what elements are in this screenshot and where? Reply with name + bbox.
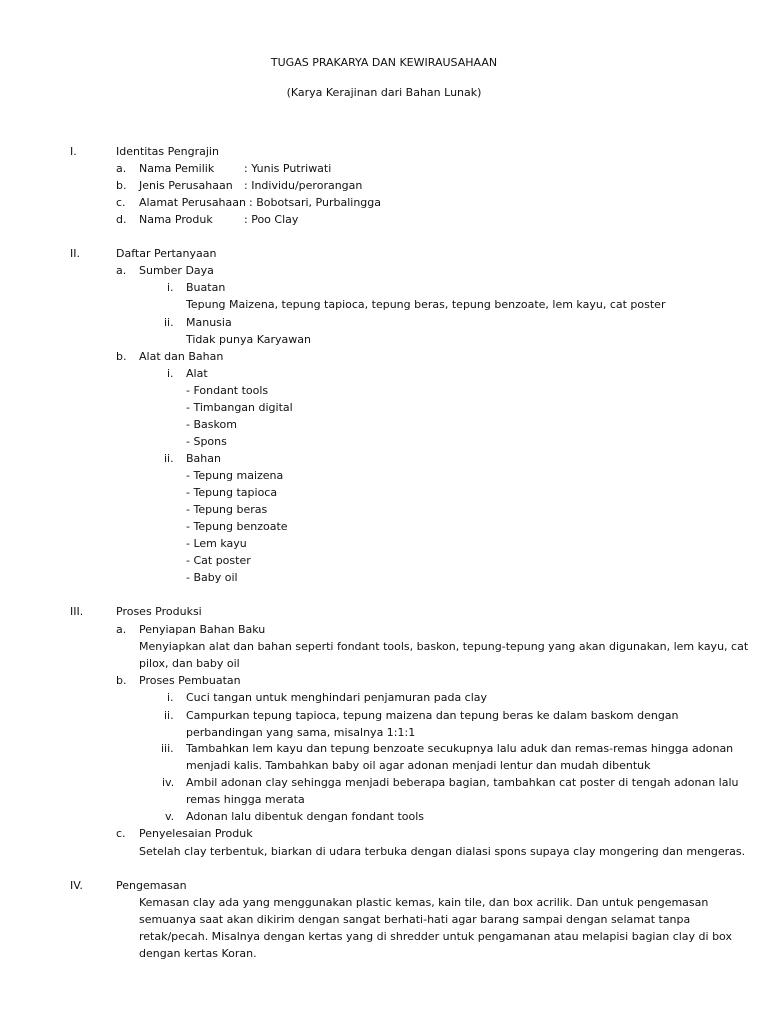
subheading: Manusia: [186, 316, 232, 329]
list-item: - Tepung beras: [186, 503, 268, 516]
item-marker: a.: [116, 162, 127, 175]
section-number: IV.: [70, 879, 83, 892]
subheading: Penyelesaian Produk: [139, 827, 253, 840]
step-marker: iv.: [162, 776, 175, 789]
item-marker: ii.: [164, 316, 174, 329]
identity-row: [139, 197, 381, 208]
section-heading: Pengemasan: [116, 879, 187, 892]
step-text: Tambahkan lem kayu dan tepung benzoate secukupnya lalu aduk dan remas-remas hingga adonan: [186, 742, 734, 755]
item-marker: c.: [116, 196, 126, 209]
identity-key: Nama Pemilik: [139, 162, 215, 175]
item-marker: d.: [116, 213, 127, 226]
identity-value: : Bobotsari, Purbalingga: [249, 196, 381, 209]
step-text: remas hingga merata: [186, 793, 305, 806]
identity-value: : Poo Clay: [244, 213, 299, 226]
identity-value: : Yunis Putriwati: [244, 162, 332, 175]
section-heading: Identitas Pengrajin: [116, 145, 219, 158]
item-marker: i.: [167, 367, 174, 380]
step-text: perbandingan yang sama, misalnya 1:1:1: [186, 726, 416, 739]
subheading: Sumber Daya: [139, 264, 214, 277]
body-text: Tidak punya Karyawan: [186, 333, 311, 346]
body-text: dengan kertas Koran.: [139, 947, 257, 960]
item-marker: b.: [116, 674, 127, 687]
body-text: semuanya saat akan dikirim dengan sangat berhati-hati agar barang sampai dengan selamat tanpa: [139, 913, 691, 926]
item-marker: i.: [167, 281, 174, 294]
item-marker: ii.: [164, 452, 174, 465]
step-text: Adonan lalu dibentuk dengan fondant tools: [186, 810, 425, 823]
step-text: menjadi kalis. Tambahkan baby oil agar adonan menjadi lentur dan mudah dibentuk: [186, 759, 651, 772]
subheading: Bahan: [186, 452, 221, 465]
identity-row: [139, 180, 362, 191]
identity-value: : Individu/perorangan: [244, 179, 363, 192]
subheading: Alat dan Bahan: [139, 350, 224, 363]
body-text: Setelah clay terbentuk, biarkan di udara terbuka dengan dialasi spons supaya clay mongering dan mengeras.: [139, 845, 746, 858]
step-marker: iii.: [161, 742, 174, 755]
body-text: Menyiapkan alat dan bahan seperti fondant tools, baskon, tepung-tepung yang akan digunakan, lem kayu, cat: [139, 640, 749, 653]
subheading: Penyiapan Bahan Baku: [139, 623, 266, 636]
list-item: - Tepung benzoate: [186, 520, 288, 533]
list-item: - Tepung maizena: [186, 469, 284, 482]
section-number: I.: [70, 145, 77, 158]
item-marker: b.: [116, 179, 127, 192]
identity-key: Alamat Perusahaan: [139, 196, 246, 209]
section-heading: Daftar Pertanyaan: [116, 247, 217, 260]
section-number: II.: [70, 247, 80, 260]
step-text: Cuci tangan untuk menghindari penjamuran pada clay: [186, 691, 488, 704]
list-item: - Baskom: [186, 418, 237, 431]
item-marker: b.: [116, 350, 127, 363]
list-item: - Tepung tapioca: [186, 486, 278, 499]
list-item: - Spons: [186, 435, 227, 448]
step-marker: i.: [167, 691, 174, 704]
list-item: - Fondant tools: [186, 384, 269, 397]
item-marker: c.: [116, 827, 126, 840]
identity-key: Jenis Perusahaan: [139, 179, 233, 192]
body-text: Tepung Maizena, tepung tapioca, tepung beras, tepung benzoate, lem kayu, cat poster: [186, 298, 666, 311]
body-text: retak/pecah. Misalnya dengan kertas yang di shredder untuk pengamanan atau melapisi bagian clay di box: [139, 930, 732, 943]
step-text: Campurkan tepung tapioca, tepung maizena dan tepung beras ke dalam baskom dengan: [186, 709, 679, 722]
step-marker: v.: [165, 810, 175, 823]
body-text: Kemasan clay ada yang menggunakan plastic kemas, kain tile, dan box acrilik. Dan untuk pengemasan: [139, 896, 709, 909]
identity-key: Nama Produk: [139, 213, 213, 226]
subheading: Buatan: [186, 281, 226, 294]
list-item: - Lem kayu: [186, 537, 247, 550]
section-number: III.: [70, 605, 84, 618]
step-text: Ambil adonan clay sehingga menjadi beberapa bagian, tambahkan cat poster di tengah adonan lalu: [186, 776, 739, 789]
body-text: pilox, dan baby oil: [139, 657, 240, 670]
section-heading: Proses Produksi: [116, 605, 202, 618]
identity-row: [139, 214, 298, 225]
item-marker: a.: [116, 623, 127, 636]
subheading: Alat: [186, 367, 208, 380]
item-marker: a.: [116, 264, 127, 277]
identity-row: [139, 163, 331, 174]
subheading: Proses Pembuatan: [139, 674, 241, 687]
document-title: TUGAS PRAKARYA DAN KEWIRAUSAHAAN: [270, 56, 498, 69]
document-subtitle: (Karya Kerajinan dari Bahan Lunak): [286, 86, 482, 99]
list-item: - Cat poster: [186, 554, 251, 567]
list-item: - Timbangan digital: [186, 401, 293, 414]
step-marker: ii.: [164, 709, 174, 722]
list-item: - Baby oil: [186, 571, 238, 584]
